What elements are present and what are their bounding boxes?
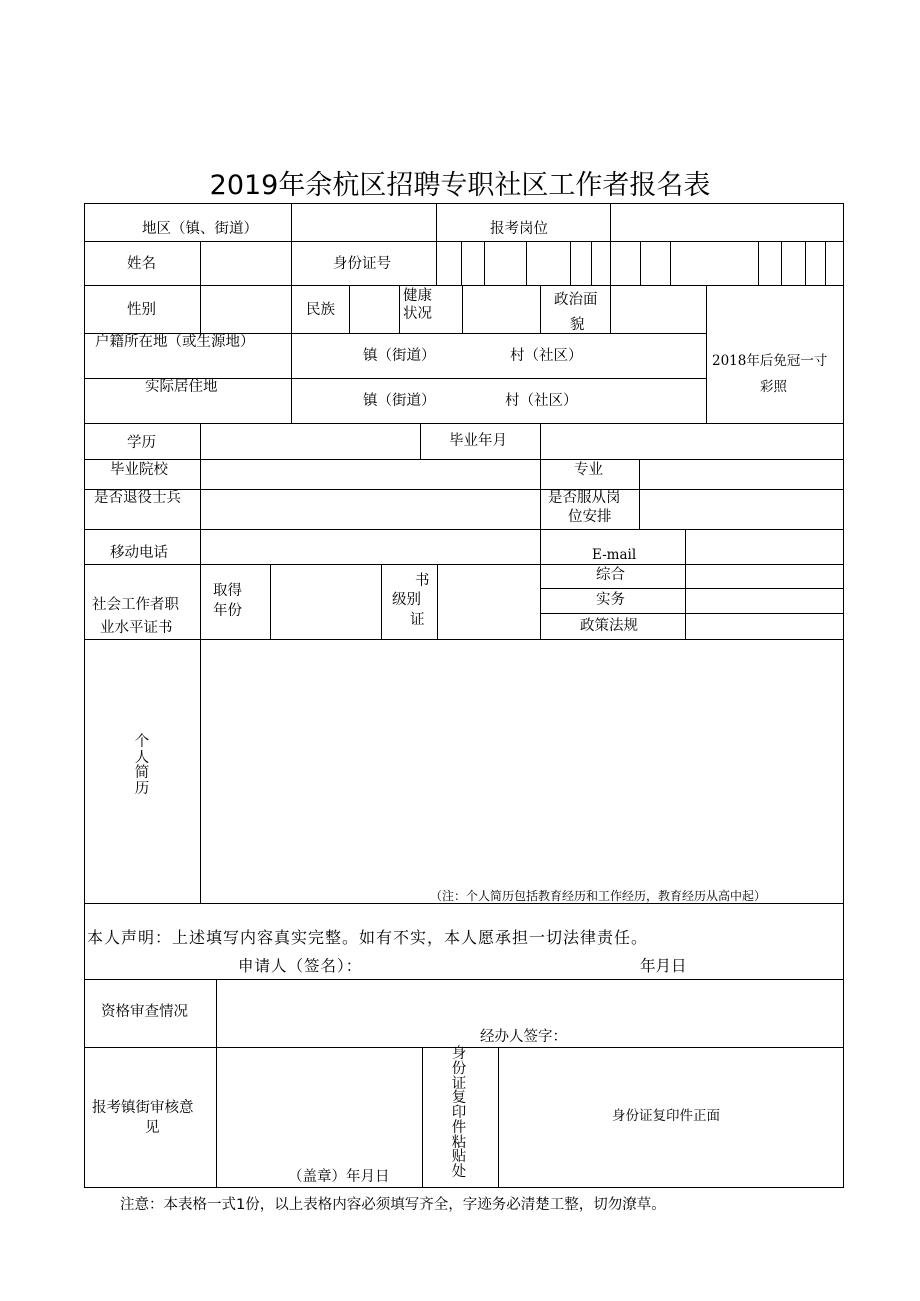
label-id-number: 身份证号 xyxy=(333,256,391,272)
label-education: 学历 xyxy=(127,435,156,451)
label-school: 毕业院校 xyxy=(110,462,168,478)
label-subject-general: 综合 xyxy=(596,567,625,583)
grad-year-input[interactable] xyxy=(541,424,706,459)
id-copy-area[interactable] xyxy=(499,1048,843,1187)
obey-input[interactable] xyxy=(640,490,843,529)
name-input[interactable] xyxy=(201,242,291,285)
label-obtain-line1: 取得 xyxy=(213,583,242,599)
label-photo-line1: 2018年后免冠一寸 xyxy=(712,353,828,369)
label-obey-line1: 是否服从岗 xyxy=(548,490,621,506)
label-political-line2: 貌 xyxy=(570,317,585,333)
label-photo-line2: 彩照 xyxy=(760,379,787,395)
label-mobile: 移动电话 xyxy=(110,545,168,561)
label-cert-line2: 业水平证书 xyxy=(100,620,173,636)
label-cert-level-1: 书 xyxy=(415,573,430,589)
label-veteran: 是否退役士兵 xyxy=(94,490,181,506)
label-id-copy-front: 身份证复印件正面 xyxy=(612,1108,720,1124)
label-obey-line2: 位安排 xyxy=(568,509,612,525)
label-town-review-line1: 报考镇街审核意 xyxy=(92,1100,194,1116)
label-gender: 性别 xyxy=(127,302,156,318)
label-position: 报考岗位 xyxy=(490,221,548,237)
obtain-year-input[interactable] xyxy=(271,565,381,639)
ethnicity-input[interactable] xyxy=(350,286,399,333)
label-subject-law: 政策法规 xyxy=(580,618,638,634)
gender-input[interactable] xyxy=(201,286,291,333)
label-health-line2: 状况 xyxy=(403,306,432,322)
town-review-input[interactable] xyxy=(217,1048,422,1168)
residence-village-label: 村（社区） xyxy=(505,393,578,409)
label-hukou: 户籍所在地（或生源地） xyxy=(95,334,255,350)
seal-date: （盖章）年月日 xyxy=(288,1169,390,1185)
label-ethnicity: 民族 xyxy=(306,302,335,318)
score-practice-input[interactable] xyxy=(686,589,843,613)
label-region: 地区（镇、街道） xyxy=(142,221,258,237)
label-email: E-mail xyxy=(592,547,637,563)
label-town-review-line2: 见 xyxy=(145,1120,160,1136)
resume-textarea[interactable] xyxy=(201,640,843,885)
label-cert-level-2: 级别 xyxy=(392,592,421,608)
region-input[interactable] xyxy=(292,204,436,241)
table-border-left xyxy=(84,203,85,1188)
table-border-right xyxy=(843,203,844,1188)
score-law-input[interactable] xyxy=(686,614,843,639)
mobile-input[interactable] xyxy=(201,530,540,564)
hukou-village-label: 村（社区） xyxy=(510,348,583,364)
page-title: 2019年余杭区招聘专职社区工作者报名表 xyxy=(209,170,711,201)
label-qualification: 资格审查情况 xyxy=(101,1004,188,1020)
education-input[interactable] xyxy=(201,424,420,459)
score-general-input[interactable] xyxy=(686,565,843,588)
residence-town-label: 镇（街道） xyxy=(363,393,436,409)
label-cert-level-3: 证 xyxy=(410,612,425,628)
cert-level-input[interactable] xyxy=(438,565,540,639)
qualification-input[interactable] xyxy=(217,980,843,1047)
label-resume: 个 人 简 历 xyxy=(134,734,150,797)
applicant-date: 年月日 xyxy=(640,957,687,975)
label-cert-line1: 社会工作者职 xyxy=(92,597,179,613)
footer-note: 注意：本表格一式1份，以上表格内容必须填写齐全，字迹务必清楚工整，切勿潦草。 xyxy=(120,1197,666,1213)
label-handler-sign: 经办人签字： xyxy=(480,1029,567,1045)
label-grad-year: 毕业年月 xyxy=(449,433,507,449)
email-input[interactable] xyxy=(686,530,843,564)
label-residence: 实际居住地 xyxy=(145,379,218,395)
label-health-line1: 健康 xyxy=(403,288,432,304)
label-id-copy-paste: 身 份 证 复 印 件 粘 贴 处 xyxy=(451,1046,467,1181)
political-input[interactable] xyxy=(611,286,706,333)
label-major: 专业 xyxy=(574,462,603,478)
resume-note: （注：个人简历包括教育经历和工作经历，教育经历从高中起） xyxy=(430,889,767,903)
table-border-bottom xyxy=(84,1187,844,1188)
label-subject-practice: 实务 xyxy=(596,592,625,608)
photo-area[interactable] xyxy=(707,286,843,423)
label-name: 姓名 xyxy=(127,256,156,272)
hukou-town-label: 镇（街道） xyxy=(363,348,436,364)
label-obtain-line2: 年份 xyxy=(213,603,242,619)
id-number-input[interactable] xyxy=(437,242,843,285)
declaration-text: 本人声明：上述填写内容真实完整。如有不实，本人愿承担一切法律责任。 xyxy=(87,928,649,947)
school-input[interactable] xyxy=(201,460,540,489)
label-applicant-sign: 申请人（签名）： xyxy=(238,957,363,975)
veteran-input[interactable] xyxy=(201,490,540,529)
position-input[interactable] xyxy=(611,204,843,241)
health-input[interactable] xyxy=(463,286,540,333)
label-political-line1: 政治面 xyxy=(554,292,598,308)
major-input[interactable] xyxy=(640,460,843,489)
